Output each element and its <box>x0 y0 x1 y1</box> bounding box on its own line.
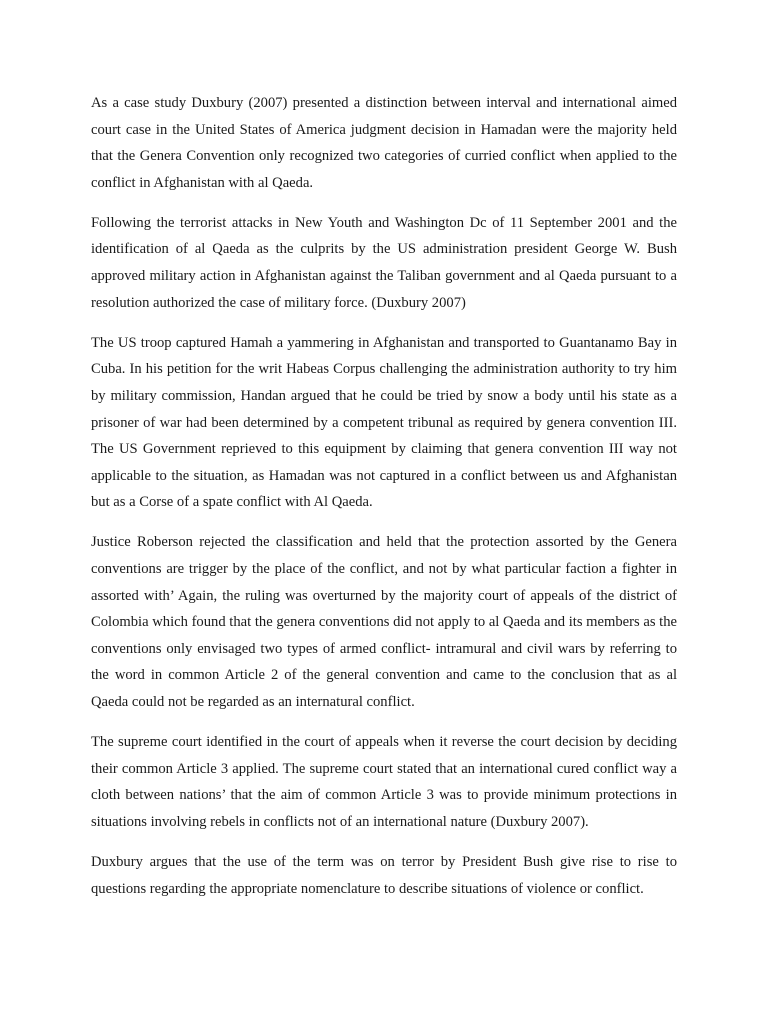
paragraph-2: Following the terrorist attacks in New Youth and Washington Dc of 11 September 2001 and the identification of al Qaeda as the culprits by the US administration president George W. Bush approved military action in Afghanistan against the Taliban government and al Qaeda pursuant to a resolution authorized the case of military force. (Duxbury 2007) <box>91 214 677 311</box>
paragraph-1: As a case study Duxbury (2007) presented a distinction between interval and international aimed court case in the United States of America judgment decision in Hamadan were the majority held that the Genera Convention only recognized two categories of curried conflict when applied to the conflict in Afghanistan with al Qaeda. <box>91 95 677 191</box>
document-body <box>91 90 677 916</box>
paragraph-5: The supreme court identified in the court of appeals when it reverse the court decision by deciding their common Article 3 applied. The supreme court stated that an international cured conflict way a cloth between nations’ that the aim of common Article 3 was to provide minimum protections in situations involving rebels in conflicts not of an international nature (Duxbury 2007). <box>91 734 677 830</box>
paragraph-3: The US troop captured Hamah a yammering in Afghanistan and transported to Guantanamo Bay in Cuba. In his petition for the writ Habeas Corpus challenging the administration authority to try him by military commission, Handan argued that he could be tried by snow a body until his state as a prisoner of war had been determined by a competent tribunal as required by genera convention III. The US Government reprieved to this equipment by claiming that genera convention III way not applicable to the situation, as Hamadan was not captured in a conflict between us and Afghanistan but as a Corse of a spate conflict with Al Qaeda. <box>91 334 677 511</box>
paragraph-6: Duxbury argues that the use of the term was on terror by President Bush give rise to rise to questions regarding the appropriate nomenclature to describe situations of violence or conflict. <box>91 853 677 897</box>
paragraph-4: Justice Roberson rejected the classification and held that the protection assorted by the Genera conventions are trigger by the place of the conflict, and not by what particular faction a fighter in assorted with’ Again, the ruling was overturned by the majority court of appeals of the district of Colombia which found that the genera conventions did not apply to al Qaeda and its members as the conventions only envisaged two types of armed conflict- intramural and civil wars by referring to the word in common Article 2 of the general convention and came to the conclusion that as al Qaeda could not be regarded as an internatural conflict. <box>91 534 677 710</box>
